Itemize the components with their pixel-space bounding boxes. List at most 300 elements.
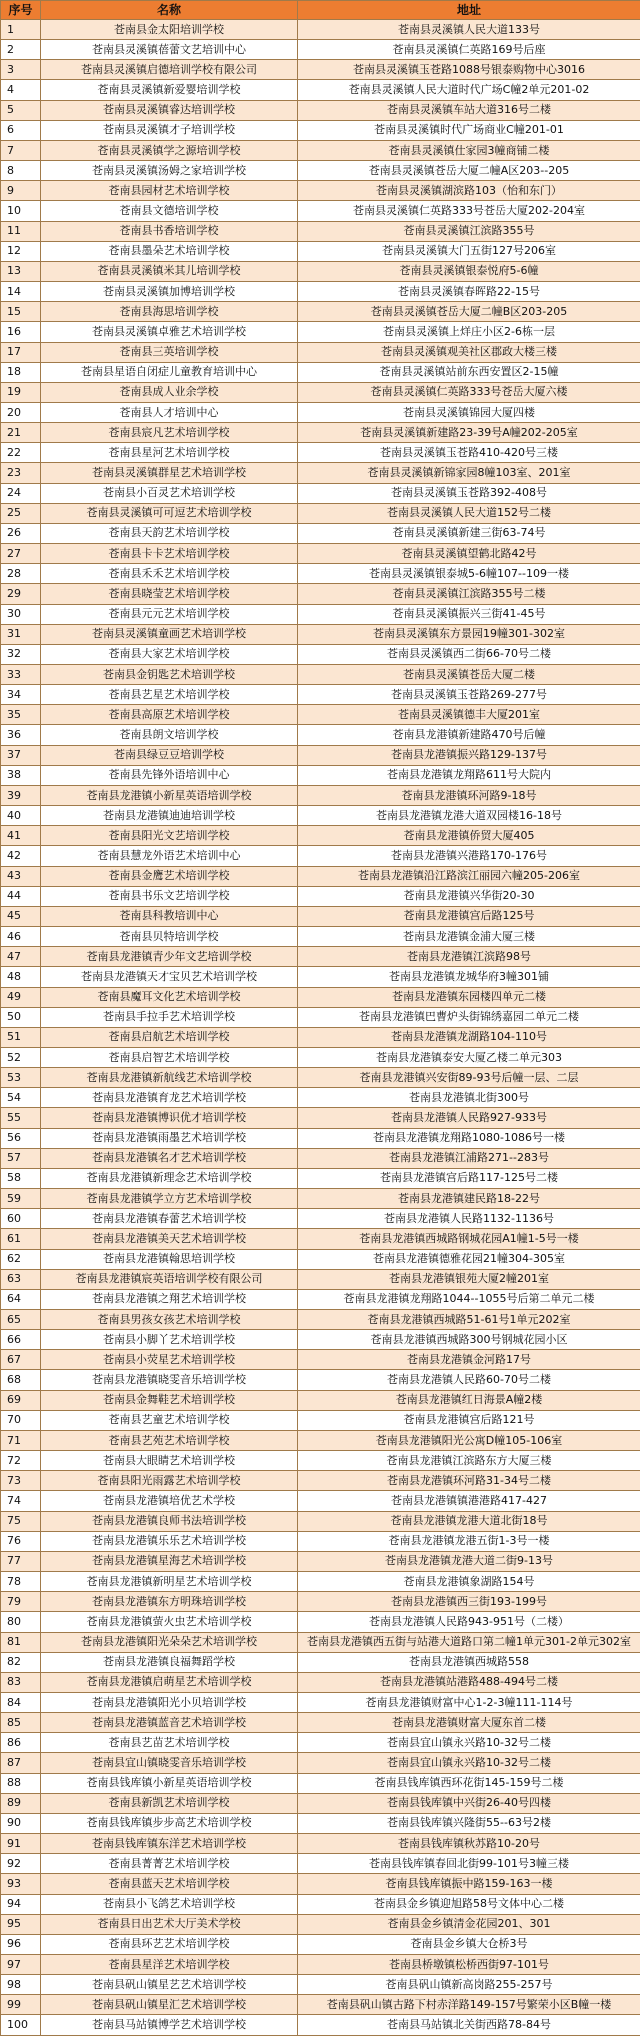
cell-address: 苍南县灵溪镇东方景园19幢301-302室 (298, 624, 640, 644)
table-row (1, 241, 640, 261)
header-name: 名称 (41, 1, 298, 20)
cell-no: 87 (1, 1753, 41, 1773)
cell-address: 苍南县灵溪镇站前东西安置区2-15幢 (298, 362, 640, 382)
table-row (1, 1572, 640, 1592)
table-row (1, 1793, 640, 1813)
cell-name: 苍南县环艺艺术培训学校 (41, 1934, 298, 1954)
cell-no: 43 (1, 866, 41, 886)
cell-no: 74 (1, 1491, 41, 1511)
cell-no: 76 (1, 1531, 41, 1551)
table-row (1, 1914, 640, 1934)
cell-no: 33 (1, 665, 41, 685)
table-row (1, 1108, 640, 1128)
table-row (1, 765, 640, 785)
table-row (1, 402, 640, 422)
cell-name: 苍南县科教培训中心 (41, 906, 298, 926)
cell-name: 苍南县龙港镇美天艺术培训学校 (41, 1229, 298, 1249)
cell-address: 苍南县灵溪镇新锦家园8幢103室、201室 (298, 463, 640, 483)
cell-no: 6 (1, 120, 41, 140)
cell-address: 苍南县龙港镇建民路18-22号 (298, 1189, 640, 1209)
table-row (1, 302, 640, 322)
cell-address: 苍南县灵溪镇江滨路355号二楼 (298, 584, 640, 604)
cell-name: 苍南县星洋艺术培训学校 (41, 1955, 298, 1975)
table-row (1, 1934, 640, 1954)
table-row (1, 221, 640, 241)
cell-no: 31 (1, 624, 41, 644)
cell-name: 苍南县阳光文艺培训学校 (41, 826, 298, 846)
table-row (1, 1551, 640, 1571)
cell-address: 苍南县金乡镇迎旭路58号文体中心二楼 (298, 1894, 640, 1914)
cell-name: 苍南县贝特培训学校 (41, 927, 298, 947)
cell-address: 苍南县灵溪镇苍岳大厦二幢A区203--205 (298, 161, 640, 181)
cell-address: 苍南县龙港镇兴安街89-93号后幢一层、二层 (298, 1068, 640, 1088)
cell-name: 苍南县菁菁艺术培训学校 (41, 1854, 298, 1874)
cell-name: 苍南县小脚丫艺术培训学校 (41, 1330, 298, 1350)
table-row (1, 886, 640, 906)
cell-name: 苍南县艺苗艺术培训学校 (41, 1733, 298, 1753)
cell-no: 19 (1, 382, 41, 402)
table-row (1, 1410, 640, 1430)
cell-address: 苍南县灵溪镇车站大道316号二楼 (298, 100, 640, 120)
cell-name: 苍南县小荧星艺术培训学校 (41, 1350, 298, 1370)
table-row (1, 1511, 640, 1531)
table-row (1, 604, 640, 624)
cell-no: 52 (1, 1047, 41, 1067)
cell-name: 苍南县灵溪镇可可逗艺术培训学校 (41, 503, 298, 523)
cell-no: 73 (1, 1471, 41, 1491)
cell-no: 62 (1, 1249, 41, 1269)
cell-address: 苍南县宜山镇永兴路10-32号二楼 (298, 1733, 640, 1753)
cell-no: 78 (1, 1572, 41, 1592)
cell-name: 苍南县小飞鸽艺术培训学校 (41, 1894, 298, 1914)
cell-address: 苍南县龙港镇宫后路121号 (298, 1410, 640, 1430)
cell-no: 89 (1, 1793, 41, 1813)
cell-address: 苍南县龙港镇金河路17号 (298, 1350, 640, 1370)
cell-name: 苍南县晓莹艺术培训学校 (41, 584, 298, 604)
cell-no: 68 (1, 1370, 41, 1390)
cell-name: 苍南县海思培训学校 (41, 302, 298, 322)
cell-name: 苍南县马站镇博学艺术培训学校 (41, 2015, 298, 2036)
cell-name: 苍南县灵溪镇学之源培训学校 (41, 140, 298, 160)
cell-name: 苍南县灵溪镇蓓蕾文艺培训中心 (41, 40, 298, 60)
table-row (1, 120, 640, 140)
table-row (1, 1672, 640, 1692)
cell-no: 64 (1, 1289, 41, 1309)
cell-no: 57 (1, 1148, 41, 1168)
cell-no: 70 (1, 1410, 41, 1430)
cell-address: 苍南县龙港镇西城路钢城花园A1幢1-5号一楼 (298, 1229, 640, 1249)
table-row (1, 1692, 640, 1712)
cell-no: 84 (1, 1692, 41, 1712)
table-row (1, 1128, 640, 1148)
cell-no: 34 (1, 685, 41, 705)
table-row (1, 665, 640, 685)
cell-address: 苍南县灵溪镇新建三街63-74号 (298, 523, 640, 543)
cell-address: 苍南县灵溪镇银泰悦府5-6幢 (298, 261, 640, 281)
cell-address: 苍南县龙港镇人民路1132-1136号 (298, 1209, 640, 1229)
cell-no: 29 (1, 584, 41, 604)
cell-name: 苍南县绿豆豆培训学校 (41, 745, 298, 765)
cell-address: 苍南县龙港镇江滨路东方大厦三楼 (298, 1451, 640, 1471)
table-row (1, 201, 640, 221)
cell-no: 37 (1, 745, 41, 765)
table-row (1, 100, 640, 120)
table-row (1, 906, 640, 926)
cell-no: 5 (1, 100, 41, 120)
cell-no: 100 (1, 2015, 41, 2036)
table-row (1, 846, 640, 866)
cell-address: 苍南县龙港镇人民路943-951号（二楼） (298, 1612, 640, 1632)
cell-address: 苍南县钱库镇春回北街99-101号3幢三楼 (298, 1854, 640, 1874)
cell-no: 11 (1, 221, 41, 241)
cell-address: 苍南县灵溪镇望鹤北路42号 (298, 544, 640, 564)
cell-name: 苍南县艺苑艺术培训学校 (41, 1430, 298, 1450)
cell-name: 苍南县三英培训学校 (41, 342, 298, 362)
cell-no: 49 (1, 987, 41, 1007)
cell-no: 96 (1, 1934, 41, 1954)
cell-name: 苍南县金钥匙艺术培训学校 (41, 665, 298, 685)
cell-no: 15 (1, 302, 41, 322)
cell-name: 苍南县金太阳培训学校 (41, 20, 298, 40)
cell-address: 苍南县龙港镇象湖路154号 (298, 1572, 640, 1592)
header-no: 序号 (1, 1, 41, 20)
table-row (1, 1330, 640, 1350)
cell-no: 86 (1, 1733, 41, 1753)
cell-address: 苍南县灵溪镇德丰大厦201室 (298, 705, 640, 725)
cell-no: 12 (1, 241, 41, 261)
cell-no: 36 (1, 725, 41, 745)
cell-address: 苍南县灵溪镇春晖路22-15号 (298, 282, 640, 302)
cell-address: 苍南县龙港镇龙翔路611号大院内 (298, 765, 640, 785)
table-row (1, 483, 640, 503)
cell-name: 苍南县天韵艺术培训学校 (41, 523, 298, 543)
cell-name: 苍南县小百灵艺术培训学校 (41, 483, 298, 503)
cell-name: 苍南县墨朵艺术培训学校 (41, 241, 298, 261)
cell-no: 53 (1, 1068, 41, 1088)
cell-address: 苍南县龙港镇环河路31-34号二楼 (298, 1471, 640, 1491)
cell-address: 苍南县灵溪镇振兴三街41-45号 (298, 604, 640, 624)
table-row (1, 1612, 640, 1632)
cell-name: 苍南县龙港镇乐乐艺术培训学校 (41, 1531, 298, 1551)
cell-name: 苍南县灵溪镇汤姆之家培训学校 (41, 161, 298, 181)
cell-address: 苍南县灵溪镇人民大道152号二楼 (298, 503, 640, 523)
cell-name: 苍南县龙港镇培优艺术学校 (41, 1491, 298, 1511)
table-row (1, 382, 640, 402)
table-row (1, 1390, 640, 1410)
table-row (1, 644, 640, 664)
cell-no: 95 (1, 1914, 41, 1934)
table-row (1, 1189, 640, 1209)
table-row (1, 624, 640, 644)
cell-name: 苍南县先锋外语培训中心 (41, 765, 298, 785)
cell-name: 苍南县龙港镇翰思培训学校 (41, 1249, 298, 1269)
table-row (1, 1955, 640, 1975)
cell-no: 61 (1, 1229, 41, 1249)
cell-no: 41 (1, 826, 41, 846)
table-row (1, 423, 640, 443)
cell-name: 苍南县灵溪镇童画艺术培训学校 (41, 624, 298, 644)
cell-name: 苍南县男孩女孩艺术培训学校 (41, 1310, 298, 1330)
cell-no: 23 (1, 463, 41, 483)
cell-address: 苍南县灵溪镇时代广场商业C幢201-01 (298, 120, 640, 140)
cell-address: 苍南县龙港镇东园楼四单元二楼 (298, 987, 640, 1007)
cell-name: 苍南县大家艺术培训学校 (41, 644, 298, 664)
cell-address: 苍南县龙港镇阳光公寓D幢105-106室 (298, 1430, 640, 1450)
table-row (1, 463, 640, 483)
cell-name: 苍南县钱库镇东洋艺术培训学校 (41, 1834, 298, 1854)
cell-address: 苍南县龙港镇西城路51-61号1单元202室 (298, 1310, 640, 1330)
cell-no: 35 (1, 705, 41, 725)
cell-address: 苍南县龙港镇龙港五街1-3号一楼 (298, 1531, 640, 1551)
cell-address: 苍南县灵溪镇西二街66-70号二楼 (298, 644, 640, 664)
cell-address: 苍南县龙港镇宫后路117-125号二楼 (298, 1168, 640, 1188)
table-row (1, 1652, 640, 1672)
cell-name: 苍南县灵溪镇新爱婴培训学校 (41, 80, 298, 100)
cell-name: 苍南县龙港镇星海艺术培训学校 (41, 1551, 298, 1571)
cell-no: 51 (1, 1027, 41, 1047)
table-row (1, 342, 640, 362)
cell-address: 苍南县灵溪镇湖滨路103（怡和东门） (298, 181, 640, 201)
cell-no: 48 (1, 967, 41, 987)
table-row (1, 1350, 640, 1370)
table-row (1, 140, 640, 160)
cell-no: 42 (1, 846, 41, 866)
table-row (1, 987, 640, 1007)
cell-name: 苍南县灵溪镇才子培训学校 (41, 120, 298, 140)
table-row (1, 362, 640, 382)
cell-address: 苍南县钱库镇振中路159-163一楼 (298, 1874, 640, 1894)
table-row (1, 1733, 640, 1753)
cell-no: 55 (1, 1108, 41, 1128)
cell-name: 苍南县阳光雨露艺术培训学校 (41, 1471, 298, 1491)
cell-address: 苍南县龙港镇环河路9-18号 (298, 785, 640, 805)
cell-name: 苍南县灵溪镇群星艺术培训学校 (41, 463, 298, 483)
cell-name: 苍南县人才培训中心 (41, 402, 298, 422)
table-row (1, 927, 640, 947)
cell-name: 苍南县卡卡艺术培训学校 (41, 544, 298, 564)
cell-address: 苍南县灵溪镇玉苍路392-408号 (298, 483, 640, 503)
cell-name: 苍南县慧龙外语艺术培训中心 (41, 846, 298, 866)
table-row (1, 1531, 640, 1551)
cell-no: 50 (1, 1007, 41, 1027)
table-row (1, 1229, 640, 1249)
cell-name: 苍南县龙港镇之翔艺术培训学校 (41, 1289, 298, 1309)
cell-address: 苍南县矾山镇新高岗路255-257号 (298, 1975, 640, 1995)
cell-name: 苍南县龙港镇小新星英语培训学校 (41, 785, 298, 805)
cell-address: 苍南县龙港镇沿江路滨江丽园六幢205-206室 (298, 866, 640, 886)
cell-name: 苍南县龙港镇新理念艺术培训学校 (41, 1168, 298, 1188)
cell-name: 苍南县艺童艺术培训学校 (41, 1410, 298, 1430)
cell-name: 苍南县朗文培训学校 (41, 725, 298, 745)
cell-name: 苍南县灵溪镇加博培训学校 (41, 282, 298, 302)
cell-address: 苍南县龙港镇人民路60-70号二楼 (298, 1370, 640, 1390)
cell-address: 苍南县龙港镇财富中心1-2-3幢111-114号 (298, 1692, 640, 1712)
cell-address: 苍南县灵溪镇仕家园3幢商铺二楼 (298, 140, 640, 160)
cell-address: 苍南县灵溪镇苍岳大厦二楼 (298, 665, 640, 685)
table-row (1, 826, 640, 846)
cell-no: 8 (1, 161, 41, 181)
cell-name: 苍南县魔耳文化艺术培训学校 (41, 987, 298, 1007)
cell-name: 苍南县钱库镇小新星英语培训学校 (41, 1773, 298, 1793)
table-row (1, 503, 640, 523)
table-row (1, 1249, 640, 1269)
cell-no: 77 (1, 1551, 41, 1571)
cell-no: 72 (1, 1451, 41, 1471)
cell-address: 苍南县龙港镇龙湖路104-110号 (298, 1027, 640, 1047)
table-row (1, 1088, 640, 1108)
cell-address: 苍南县灵溪镇银泰城5-6幢107--109一楼 (298, 564, 640, 584)
cell-no: 9 (1, 181, 41, 201)
cell-name: 苍南县启智艺术培训学校 (41, 1047, 298, 1067)
cell-address: 苍南县龙港镇站港路488-494号二楼 (298, 1672, 640, 1692)
cell-address: 苍南县龙港镇西三街193-199号 (298, 1592, 640, 1612)
cell-no: 45 (1, 906, 41, 926)
table-row (1, 1430, 640, 1450)
cell-address: 苍南县灵溪镇人民大道133号 (298, 20, 640, 40)
table-row (1, 806, 640, 826)
cell-name: 苍南县龙港镇博识优才培训学校 (41, 1108, 298, 1128)
cell-address: 苍南县矾山镇古路下村赤洋路149-157号繁荣小区B幢一楼 (298, 1995, 640, 2015)
cell-address: 苍南县龙港镇西五街与站港大道路口第二幢1单元301-2单元302室 (298, 1632, 640, 1652)
table-row (1, 1894, 640, 1914)
cell-no: 93 (1, 1874, 41, 1894)
cell-address: 苍南县马站镇北关街西路78-84号 (298, 2015, 640, 2036)
cell-address: 苍南县龙港镇红日海景A幢2楼 (298, 1390, 640, 1410)
cell-address: 苍南县灵溪镇玉苍路410-420号三楼 (298, 443, 640, 463)
cell-no: 80 (1, 1612, 41, 1632)
cell-address: 苍南县龙港镇泰安大厦乙楼二单元303 (298, 1047, 640, 1067)
cell-name: 苍南县龙港镇阳光朵朵艺术培训学校 (41, 1632, 298, 1652)
table-row (1, 1289, 640, 1309)
cell-name: 苍南县成人业余学校 (41, 382, 298, 402)
table-row (1, 967, 640, 987)
cell-address: 苍南县龙港镇宫后路125号 (298, 906, 640, 926)
cell-address: 苍南县龙港镇西城路558 (298, 1652, 640, 1672)
table-row (1, 523, 640, 543)
table-row (1, 161, 640, 181)
cell-address: 苍南县龙港镇振兴路129-137号 (298, 745, 640, 765)
cell-name: 苍南县蓝天艺术培训学校 (41, 1874, 298, 1894)
cell-address: 苍南县龙港镇西城路300号钢城花园小区 (298, 1330, 640, 1350)
cell-name: 苍南县元元艺术培训学校 (41, 604, 298, 624)
cell-address: 苍南县龙港镇龙翔路1044--1055号后第二单元二楼 (298, 1289, 640, 1309)
cell-name: 苍南县灵溪镇启德培训学校有限公司 (41, 60, 298, 80)
cell-address: 苍南县灵溪镇大门五街127号206室 (298, 241, 640, 261)
table-row (1, 1047, 640, 1067)
table-row (1, 261, 640, 281)
cell-name: 苍南县龙港镇萤火虫艺术培训学校 (41, 1612, 298, 1632)
cell-name: 苍南县禾禾艺术培训学校 (41, 564, 298, 584)
cell-address: 苍南县龙港镇银苑大厦2幢201室 (298, 1269, 640, 1289)
table-row (1, 1148, 640, 1168)
cell-name: 苍南县龙港镇春蕾艺术培训学校 (41, 1209, 298, 1229)
cell-address: 苍南县龙港镇德雅花园21幢304-305室 (298, 1249, 640, 1269)
cell-address: 苍南县灵溪镇新建路23-39号A幢202-205室 (298, 423, 640, 443)
cell-no: 67 (1, 1350, 41, 1370)
table-row (1, 282, 640, 302)
table-row (1, 866, 640, 886)
cell-no: 59 (1, 1189, 41, 1209)
cell-name: 苍南县龙港镇良福舞蹈学校 (41, 1652, 298, 1672)
table-row (1, 60, 640, 80)
table-row (1, 564, 640, 584)
cell-no: 71 (1, 1430, 41, 1450)
table-row (1, 1632, 640, 1652)
cell-no: 63 (1, 1269, 41, 1289)
table-row (1, 725, 640, 745)
table-row (1, 1269, 640, 1289)
cell-address: 苍南县龙港镇龙港大道双园楼16-18号 (298, 806, 640, 826)
cell-no: 58 (1, 1168, 41, 1188)
cell-address: 苍南县灵溪镇玉苍路269-277号 (298, 685, 640, 705)
table-row (1, 181, 640, 201)
cell-no: 21 (1, 423, 41, 443)
cell-name: 苍南县星语自闭症儿童教育培训中心 (41, 362, 298, 382)
cell-no: 16 (1, 322, 41, 342)
cell-name: 苍南县矾山镇星汇艺术培训学校 (41, 1995, 298, 2015)
table-row (1, 785, 640, 805)
cell-address: 苍南县龙港镇北街300号 (298, 1088, 640, 1108)
table-row (1, 544, 640, 564)
cell-address: 苍南县钱库镇西环花街145-159号二楼 (298, 1773, 640, 1793)
cell-address: 苍南县龙港镇新建路470号后幢 (298, 725, 640, 745)
cell-name: 苍南县星河艺术培训学校 (41, 443, 298, 463)
cell-no: 66 (1, 1330, 41, 1350)
table-row (1, 1471, 640, 1491)
cell-address: 苍南县龙港镇龙港大道二街9-13号 (298, 1551, 640, 1571)
cell-name: 苍南县龙港镇宸英语培训学校有限公司 (41, 1269, 298, 1289)
cell-address: 苍南县灵溪镇仁英路333号苍岳大厦202-204室 (298, 201, 640, 221)
cell-no: 27 (1, 544, 41, 564)
cell-no: 25 (1, 503, 41, 523)
cell-no: 28 (1, 564, 41, 584)
cell-no: 79 (1, 1592, 41, 1612)
table-row (1, 1854, 640, 1874)
cell-address: 苍南县灵溪镇观美社区郡政大楼三楼 (298, 342, 640, 362)
cell-name: 苍南县龙港镇东方明珠培训学校 (41, 1592, 298, 1612)
cell-name: 苍南县书乐文艺培训学校 (41, 886, 298, 906)
cell-no: 54 (1, 1088, 41, 1108)
cell-address: 苍南县钱库镇兴隆街55--63号2楼 (298, 1813, 640, 1833)
cell-address: 苍南县龙港镇财富大厦东首二楼 (298, 1713, 640, 1733)
cell-name: 苍南县高原艺术培训学校 (41, 705, 298, 725)
table-row (1, 1491, 640, 1511)
table-row (1, 1874, 640, 1894)
cell-name: 苍南县矾山镇星艺艺术培训学校 (41, 1975, 298, 1995)
cell-name: 苍南县手拉手艺术培训学校 (41, 1007, 298, 1027)
cell-no: 30 (1, 604, 41, 624)
cell-no: 14 (1, 282, 41, 302)
cell-no: 91 (1, 1834, 41, 1854)
cell-address: 苍南县金乡镇大仓桥3号 (298, 1934, 640, 1954)
cell-no: 1 (1, 20, 41, 40)
cell-no: 97 (1, 1955, 41, 1975)
table-row (1, 2015, 640, 2036)
cell-no: 60 (1, 1209, 41, 1229)
cell-name: 苍南县龙港镇启萌星艺术培训学校 (41, 1672, 298, 1692)
cell-no: 98 (1, 1975, 41, 1995)
table-header-row (1, 1, 640, 20)
cell-no: 18 (1, 362, 41, 382)
cell-address: 苍南县灵溪镇江滨路355号 (298, 221, 640, 241)
cell-no: 38 (1, 765, 41, 785)
cell-name: 苍南县灵溪镇卓雅艺术培训学校 (41, 322, 298, 342)
cell-no: 7 (1, 140, 41, 160)
cell-no: 22 (1, 443, 41, 463)
cell-address: 苍南县灵溪镇玉苍路1088号银泰购物中心3016 (298, 60, 640, 80)
cell-name: 苍南县宸凡艺术培训学校 (41, 423, 298, 443)
cell-no: 40 (1, 806, 41, 826)
